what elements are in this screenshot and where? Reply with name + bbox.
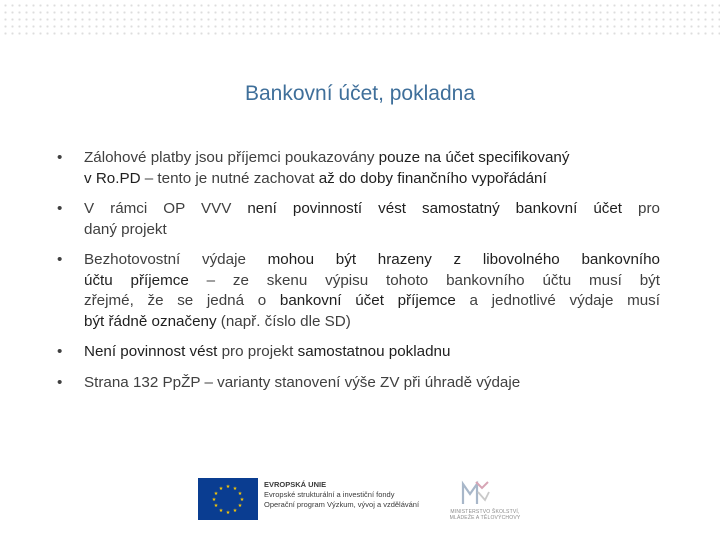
bullet-1-line-1: [84, 148, 660, 169]
bullet-dot: •: [57, 343, 63, 360]
bullet-1-emphasis-3: až do doby finančního vypořádání: [318, 169, 547, 187]
svg-text:★: ★: [239, 497, 245, 503]
bullet-list: [56, 148, 660, 393]
bullet-4-line-1: [84, 342, 660, 363]
slide-title: Bankovní účet, pokladna: [245, 82, 475, 105]
svg-text:★: ★: [225, 484, 231, 490]
svg-text:★: ★: [232, 508, 238, 514]
bullet-3-emphasis-4: být řádně označeny: [84, 312, 217, 330]
svg-text:★: ★: [237, 491, 243, 497]
bullet-item-4: [56, 342, 660, 363]
bullet-4-emphasis-2: samostatnou pokladnu: [297, 343, 451, 360]
bullet-3-text: Bezhotovostní výdaje: [84, 251, 268, 268]
bullet-2-text: V rámci OP VVV: [84, 200, 248, 217]
bullet-3-line-4: [84, 312, 660, 333]
bullet-5-line-1: Strana 132 PpŽP – varianty stanovení výše ZV při úhradě výdaje: [84, 373, 521, 391]
bullet-3-emphasis-2: účtu příjemce: [84, 271, 189, 289]
bullet-item-3: [56, 250, 660, 332]
bullet-4-emphasis: Není povinnost vést: [84, 343, 218, 360]
bullet-dot: •: [57, 373, 63, 391]
bullet-3-text-5: (např. číslo dle SD): [216, 312, 351, 330]
bullet-1-emphasis-2: v Ro.PD: [84, 169, 141, 187]
bullet-2-line-2: daný projekt: [84, 220, 167, 238]
bullet-item-1: [56, 148, 660, 189]
svg-text:★: ★: [218, 486, 224, 492]
svg-text:★: ★: [225, 510, 231, 516]
bullet-3-line-2: [84, 271, 660, 292]
bullet-1-emphasis: pouze na účet specifikovaný: [378, 149, 570, 166]
bullet-1-text-2: – tento je nutné zachovat: [140, 169, 319, 187]
dotted-header-band: [0, 0, 720, 38]
bullet-2-line-1: [84, 199, 660, 220]
svg-text:★: ★: [232, 486, 238, 492]
svg-text:★: ★: [211, 497, 217, 503]
bullet-4-text: pro projekt: [217, 343, 298, 360]
eu-head: EVROPSKÁ UNIE: [264, 480, 327, 489]
msmt-logo-icon: [460, 478, 492, 508]
svg-text:★: ★: [213, 503, 219, 509]
bullet-1-text: Zálohové platby jsou příjemci poukazovány: [84, 149, 379, 166]
bullet-2-text-2: pro: [622, 200, 660, 217]
bullet-item-5: [56, 373, 660, 394]
bullet-3-text-2: – ze skenu výpisu tohoto bankovního účtu musí být: [188, 271, 660, 289]
bullet-dot: •: [57, 200, 63, 217]
bullet-item-2: [56, 199, 660, 240]
svg-text:★: ★: [213, 491, 219, 497]
eu-flag-logo: [198, 478, 258, 520]
msmt-line-1: MINISTERSTVO ŠKOLSTVÍ,: [450, 509, 520, 515]
bullet-3-text-3: zřejmé, že se jedná o: [84, 292, 280, 309]
eu-stars-icon: [198, 478, 258, 520]
eu-line-3: Operační program Výzkum, vývoj a vzdělávání: [264, 500, 420, 509]
msmt-line-2: MLÁDEŽE A TĚLOVÝCHOVY: [449, 515, 521, 521]
msmt-text: [440, 509, 530, 521]
bullet-3-line-3: [84, 291, 660, 312]
bullet-dot: •: [57, 251, 63, 268]
bullet-dot: •: [57, 149, 63, 166]
bullet-1-line-2: [84, 169, 660, 190]
svg-text:★: ★: [237, 503, 243, 509]
bullet-3-text-4: a jednotlivé výdaje musí: [455, 292, 660, 309]
msmt-logo-block: [440, 478, 530, 522]
svg-text:★: ★: [218, 508, 224, 514]
bullet-3-line-1: [84, 250, 660, 271]
bullet-2-emphasis: není povinností vést samostatný bankovní účet: [247, 200, 623, 217]
bullet-3-emphasis: mohou být hrazeny z libovolného bankovního: [267, 251, 660, 268]
eu-line-2: Evropské strukturální a investiční fondy: [264, 490, 395, 499]
eu-funding-text: [264, 480, 444, 510]
bullet-3-emphasis-3: bankovní účet příjemce: [279, 292, 456, 309]
